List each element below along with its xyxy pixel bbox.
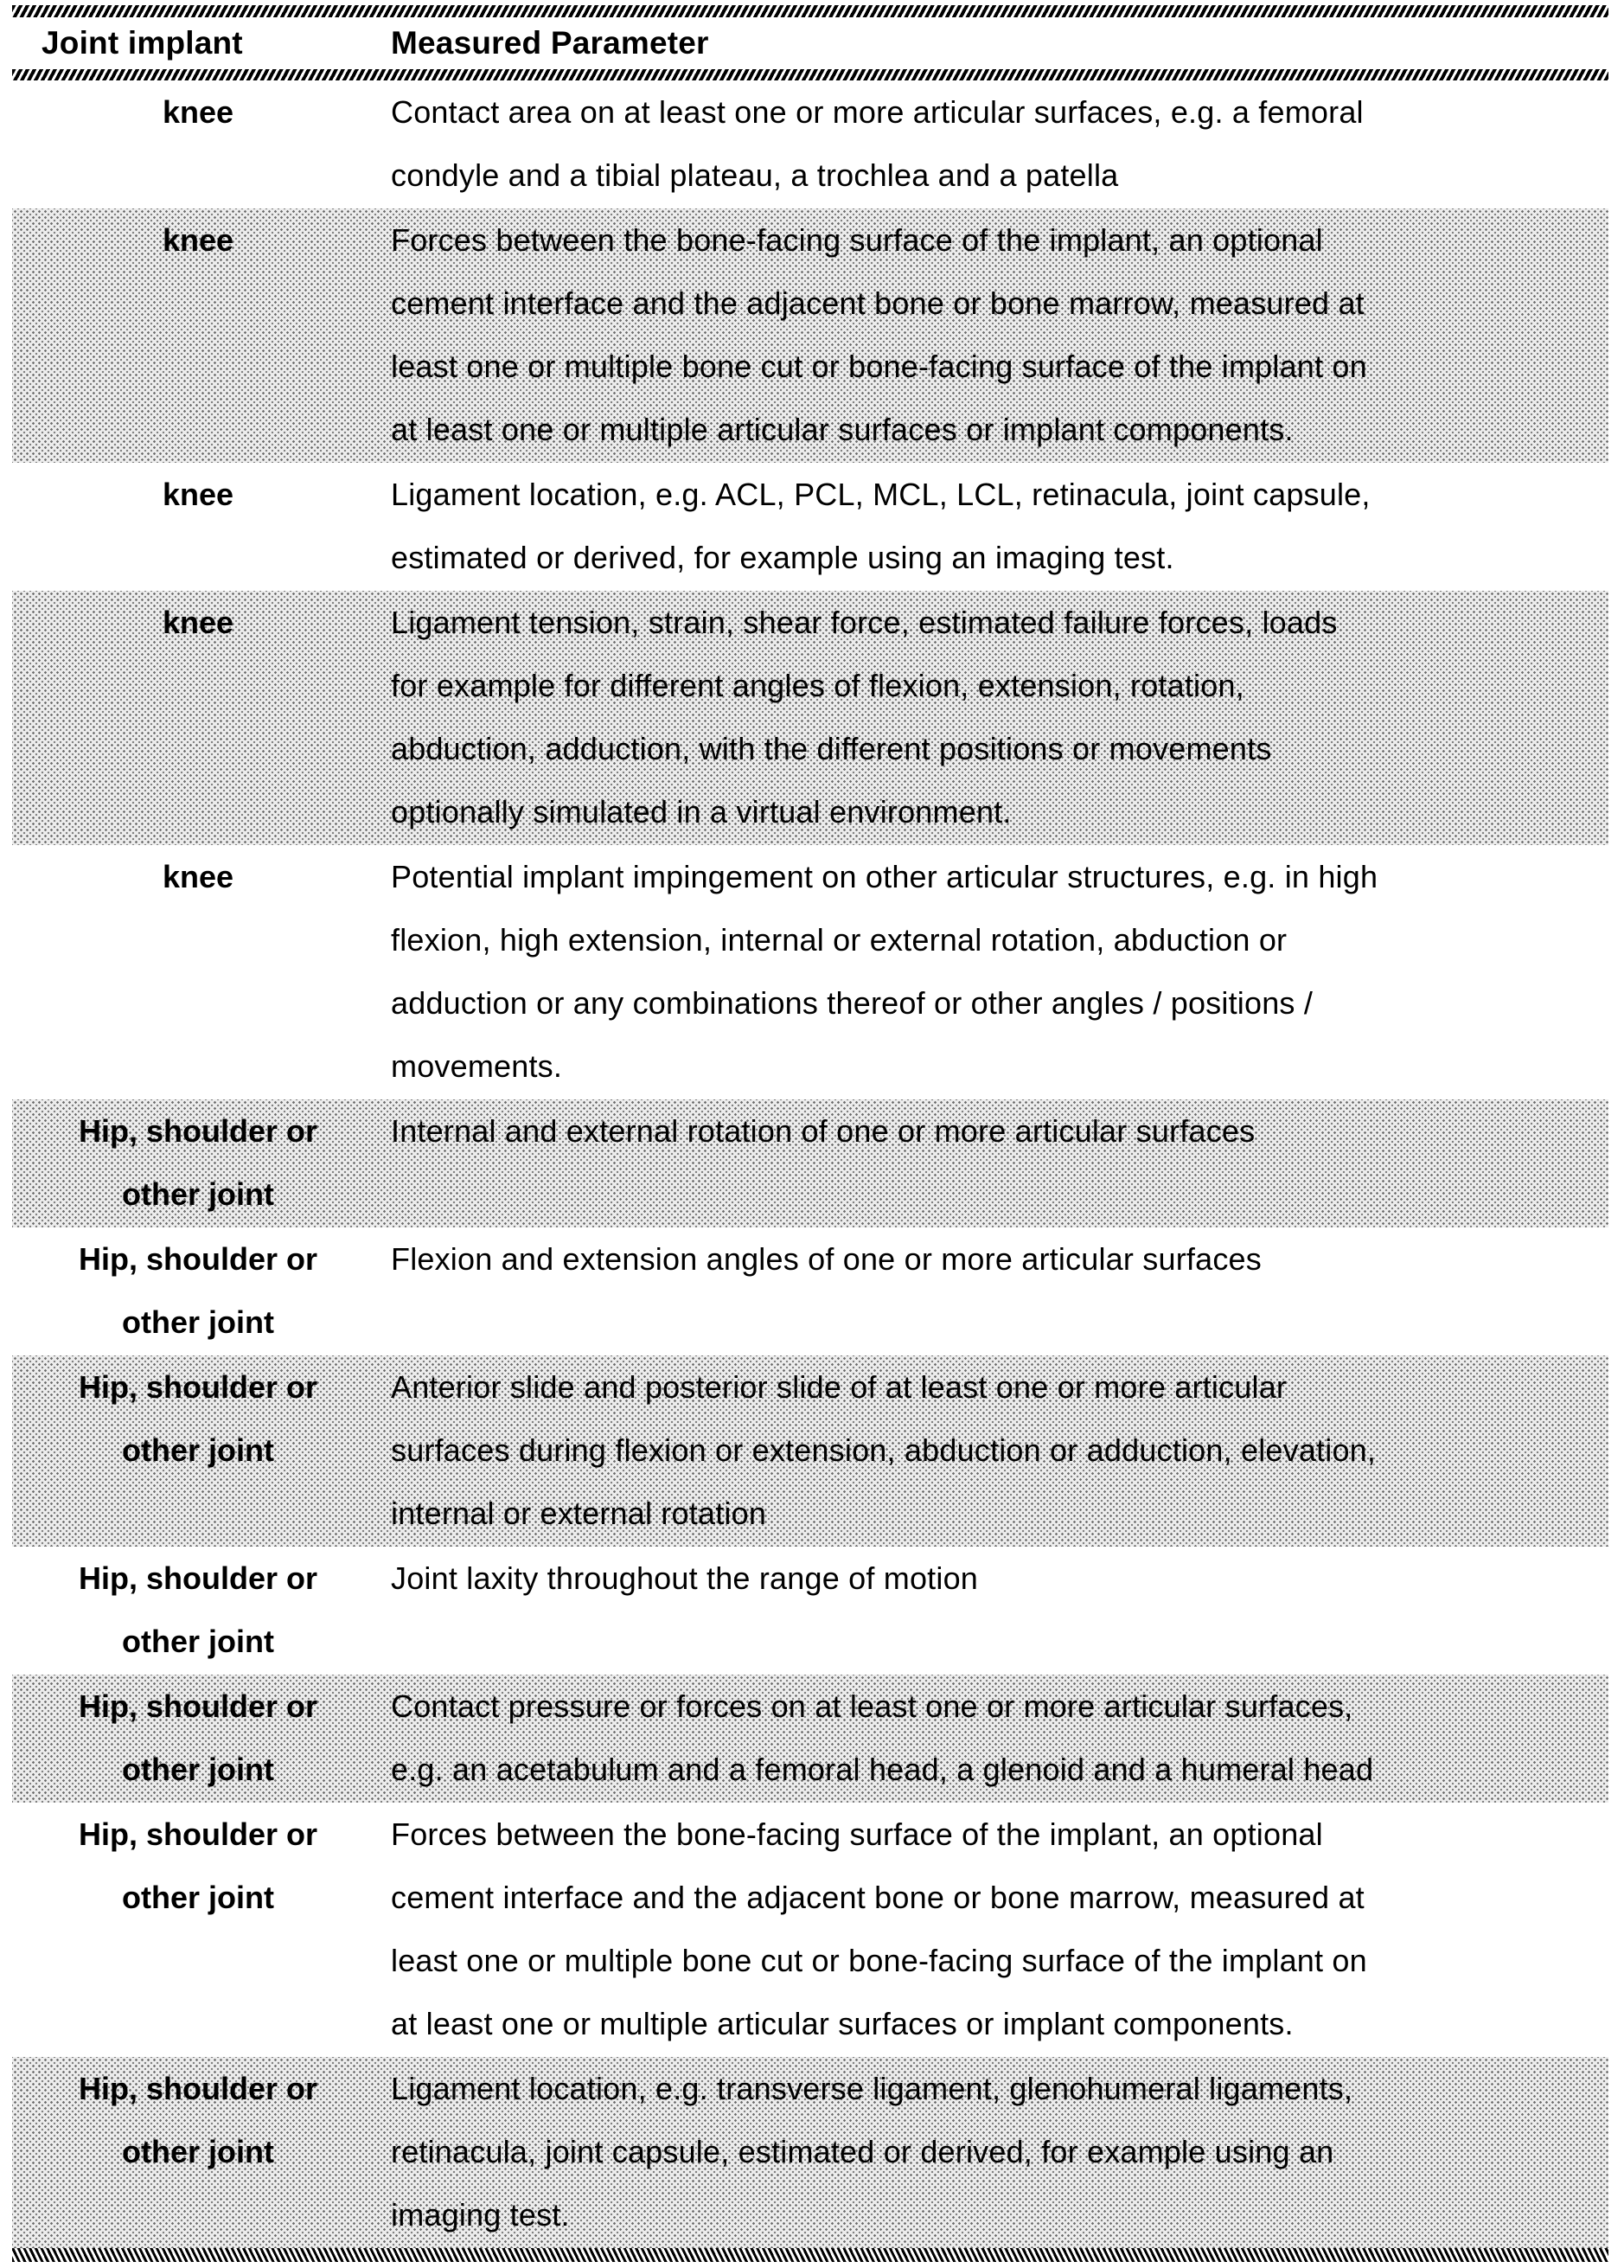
table-row (12, 845, 1608, 1099)
table-row (12, 463, 1608, 591)
table-row (12, 80, 1608, 208)
parameter-cell: Ligament location, e.g. transverse ligament, glenohumeral ligaments, retinacula, joint capsule, estimated or derived, for example using an imaging test. (391, 2071, 1353, 2233)
implant-cell: Hip, shoulder or other joint (78, 1113, 317, 1212)
table-row (12, 1675, 1608, 1803)
table-row (12, 1547, 1608, 1675)
table-row (12, 2057, 1608, 2248)
parameter-cell: Forces between the bone-facing surface of the implant, an optional cement interface and the adjacent bone or bone marrow, measured at least one or multiple bone cut or bone-facing surface of the implant on at least one or multiple articular surfaces or implant components. (391, 222, 1367, 447)
parameter-cell: Anterior slide and posterior slide of at least one or more articular surfaces during flexion or extension, abduction or adduction, elevation, internal or external rotation (391, 1369, 1377, 1531)
parameter-cell: Flexion and extension angles of one or more articular surfaces (391, 1241, 1262, 1277)
implant-cell: Hip, shoulder or other joint (78, 1688, 317, 1787)
implant-cell: Hip, shoulder or other joint (78, 1369, 317, 1468)
table-row (12, 1803, 1608, 2057)
table-row (12, 1099, 1608, 1227)
parameter-cell: Joint laxity throughout the range of motion (391, 1560, 979, 1596)
parameter-cell: Internal and external rotation of one or more articular surfaces (391, 1113, 1256, 1149)
implant-cell: Hip, shoulder or other joint (78, 1560, 317, 1659)
implant-cell: knee (162, 605, 234, 640)
implant-cell: Hip, shoulder or other joint (78, 2071, 317, 2169)
implant-cell: knee (162, 94, 234, 130)
table-row (12, 1355, 1608, 1547)
header-cell-joint-implant: Joint implant (42, 25, 243, 61)
parameter-cell: Contact pressure or forces on at least one or more articular surfaces, e.g. an acetabulum and a femoral head, a glenoid and a humeral head (391, 1688, 1374, 1787)
implant-cell: Hip, shoulder or other joint (78, 1816, 317, 1915)
implant-cell: knee (162, 859, 234, 894)
table-row (12, 591, 1608, 845)
parameter-cell: Potential implant impingement on other articular structures, e.g. in high flexion, high extension, internal or external rotation, abduction or adduction or any combinations thereof or other angles / positions / movements. (391, 859, 1378, 1084)
table-top-rule (12, 5, 1608, 17)
parameter-cell: Ligament location, e.g. ACL, PCL, MCL, LCL, retinacula, joint capsule, estimated or derived, for example using an imaging test. (391, 477, 1371, 575)
implant-cell: Hip, shoulder or other joint (78, 1241, 317, 1340)
parameter-cell: Contact area on at least one or more articular surfaces, e.g. a femoral condyle and a tibial plateau, a trochlea and a patella (391, 94, 1364, 193)
header-cell-measured-parameter: Measured Parameter (391, 25, 709, 61)
table-header-row (12, 17, 1608, 69)
table-row (12, 208, 1608, 463)
table-bottom-rule (12, 2248, 1608, 2262)
table-row (12, 1227, 1608, 1355)
table-header-rule (12, 69, 1608, 80)
implant-cell: knee (162, 222, 234, 258)
parameter-cell: Ligament tension, strain, shear force, estimated failure forces, loads for example for different angles of flexion, extension, rotation, abduction, adduction, with the different positions or movements optionally simulated in a virtual environment. (391, 605, 1338, 830)
implant-cell: knee (162, 477, 234, 512)
parameter-cell: Forces between the bone-facing surface of the implant, an optional cement interface and the adjacent bone or bone marrow, measured at least one or multiple bone cut or bone-facing surface of the implant on at least one or multiple articular surfaces or implant components. (391, 1816, 1367, 2041)
